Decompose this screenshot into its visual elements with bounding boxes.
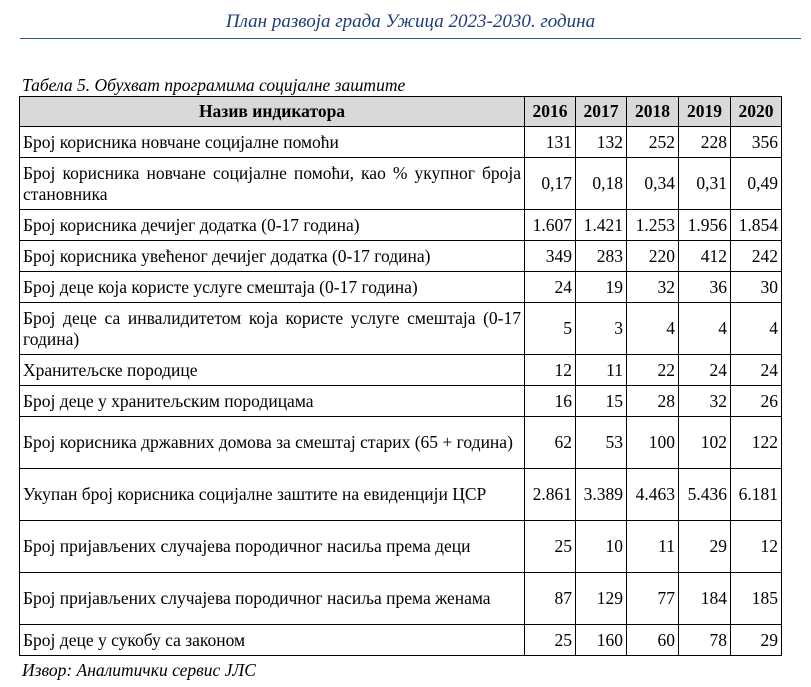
indicator-name-cell: Хранитељске породице	[20, 355, 525, 386]
value-cell: 12	[525, 355, 576, 386]
value-cell: 160	[576, 625, 627, 656]
table-row	[20, 469, 782, 521]
indicator-name-cell: Број корисника дечијег додатка (0-17 година)	[20, 210, 525, 241]
table-row	[20, 625, 782, 656]
value-cell: 0,18	[576, 158, 627, 210]
table-row	[20, 158, 782, 210]
value-cell: 349	[525, 241, 576, 272]
value-cell: 102	[679, 417, 731, 469]
value-cell: 3	[576, 303, 627, 355]
column-header-year: 2018	[627, 97, 679, 127]
table-header-row	[20, 97, 782, 127]
value-cell: 1.253	[627, 210, 679, 241]
value-cell: 32	[679, 386, 731, 417]
value-cell: 53	[576, 417, 627, 469]
column-header-year: 2020	[731, 97, 782, 127]
value-cell: 87	[525, 573, 576, 625]
value-cell: 1.421	[576, 210, 627, 241]
value-cell: 1.607	[525, 210, 576, 241]
value-cell: 24	[525, 272, 576, 303]
value-cell: 11	[576, 355, 627, 386]
value-cell: 220	[627, 241, 679, 272]
value-cell: 4	[679, 303, 731, 355]
value-cell: 242	[731, 241, 782, 272]
table-row	[20, 272, 782, 303]
value-cell: 0,31	[679, 158, 731, 210]
indicator-name-cell: Број пријављених случајева породичног насиља према деци	[20, 521, 525, 573]
value-cell: 122	[731, 417, 782, 469]
value-cell: 283	[576, 241, 627, 272]
value-cell: 1.956	[679, 210, 731, 241]
table-row	[20, 417, 782, 469]
value-cell: 1.854	[731, 210, 782, 241]
value-cell: 25	[525, 521, 576, 573]
value-cell: 4	[627, 303, 679, 355]
value-cell: 19	[576, 272, 627, 303]
table-row	[20, 127, 782, 158]
table-body	[20, 127, 782, 656]
value-cell: 0,34	[627, 158, 679, 210]
value-cell: 3.389	[576, 469, 627, 521]
table-row	[20, 210, 782, 241]
value-cell: 22	[627, 355, 679, 386]
indicator-name-cell: Број деце са инвалидитетом која користе услуге смештаја (0-17 година)	[20, 303, 525, 355]
table-row	[20, 521, 782, 573]
column-header-year: 2016	[525, 97, 576, 127]
indicator-name-cell: Број деце у сукобу са законом	[20, 625, 525, 656]
document-title: План развоја града Ужица 2023-2030. година	[225, 11, 596, 32]
value-cell: 412	[679, 241, 731, 272]
value-cell: 6.181	[731, 469, 782, 521]
value-cell: 28	[627, 386, 679, 417]
value-cell: 2.861	[525, 469, 576, 521]
table-row	[20, 241, 782, 272]
value-cell: 26	[731, 386, 782, 417]
value-cell: 5.436	[679, 469, 731, 521]
value-cell: 129	[576, 573, 627, 625]
value-cell: 356	[731, 127, 782, 158]
value-cell: 24	[731, 355, 782, 386]
value-cell: 30	[731, 272, 782, 303]
value-cell: 12	[731, 521, 782, 573]
indicator-name-cell: Број корисника новчане социјалне помоћи, као % укупног броја становника	[20, 158, 525, 210]
value-cell: 16	[525, 386, 576, 417]
indicator-name-cell: Број корисника увећеног дечијег додатка (0-17 година)	[20, 241, 525, 272]
value-cell: 0,17	[525, 158, 576, 210]
social-protection-table	[19, 96, 782, 656]
value-cell: 4.463	[627, 469, 679, 521]
value-cell: 0,49	[731, 158, 782, 210]
value-cell: 184	[679, 573, 731, 625]
column-header-indicator: Назив индикатора	[20, 97, 525, 127]
value-cell: 185	[731, 573, 782, 625]
value-cell: 5	[525, 303, 576, 355]
value-cell: 32	[627, 272, 679, 303]
value-cell: 29	[679, 521, 731, 573]
indicator-name-cell: Број деце која користе услуге смештаја (0-17 година)	[20, 272, 525, 303]
indicator-name-cell: Број корисника новчане социјалне помоћи	[20, 127, 525, 158]
value-cell: 100	[627, 417, 679, 469]
value-cell: 132	[576, 127, 627, 158]
table-row	[20, 303, 782, 355]
indicator-name-cell: Број пријављених случајева породичног насиља према женама	[20, 573, 525, 625]
indicator-name-cell: Укупан број корисника социјалне заштите на евиденцији ЦСР	[20, 469, 525, 521]
value-cell: 10	[576, 521, 627, 573]
value-cell: 62	[525, 417, 576, 469]
source-note: Извор: Аналитички сервис ЈЛС	[22, 660, 256, 680]
column-header-year: 2017	[576, 97, 627, 127]
value-cell: 131	[525, 127, 576, 158]
page-header	[20, 4, 801, 39]
value-cell: 4	[731, 303, 782, 355]
indicator-name-cell: Број корисника државних домова за смештај старих (65 + година)	[20, 417, 525, 469]
value-cell: 60	[627, 625, 679, 656]
value-cell: 78	[679, 625, 731, 656]
value-cell: 36	[679, 272, 731, 303]
table-row	[20, 573, 782, 625]
value-cell: 252	[627, 127, 679, 158]
value-cell: 228	[679, 127, 731, 158]
value-cell: 11	[627, 521, 679, 573]
value-cell: 77	[627, 573, 679, 625]
value-cell: 15	[576, 386, 627, 417]
table-row	[20, 386, 782, 417]
value-cell: 24	[679, 355, 731, 386]
table-caption: Табела 5. Обухват програмима социјалне заштите	[22, 75, 406, 95]
indicator-name-cell: Број деце у хранитељским породицама	[20, 386, 525, 417]
value-cell: 25	[525, 625, 576, 656]
value-cell: 29	[731, 625, 782, 656]
column-header-year: 2019	[679, 97, 731, 127]
table-row	[20, 355, 782, 386]
